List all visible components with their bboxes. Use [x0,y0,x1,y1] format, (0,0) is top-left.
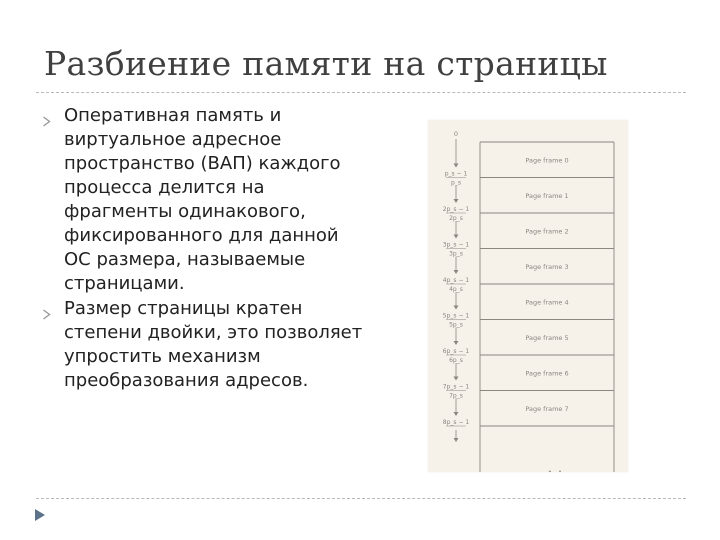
bullet-text: Размер страницы кратен степени двойки, это позволяет упростить механизм преобразования адресов. [64,298,363,391]
frame-label: Page frame 2 [525,227,569,236]
address-arrowhead [454,438,459,442]
address-label: 6p_s − 1 [442,348,470,355]
address-label: 7p_s [449,392,463,400]
address-arrowhead [454,377,459,381]
address-arrowhead [454,306,459,310]
frame-label: Page frame 7 [525,404,569,413]
address-arrowhead [454,270,459,274]
address-label: 8p_s − 1 [442,419,470,426]
address-label: 4p_s [449,286,463,293]
bullet-list [42,104,392,394]
address-label: 5p_s − 1 [442,312,470,320]
triangle-bullet-icon [42,104,64,131]
address-label: 2p_s − 1 [442,206,470,213]
address-label: 3p_s [449,250,463,258]
bullet-item [42,297,392,393]
address-arrowhead [454,412,459,416]
bullet-text: Оперативная память и виртуальное адресное пространство (ВАП) каждого процесса делится на фрагменты одинакового, фиксированного для данной ОС размера, называемые страницами. [64,105,341,294]
slide-title: Разбиение памяти на страницы [44,44,608,83]
page-frame-figure [428,120,628,472]
address-label: 4p_s − 1 [442,277,470,284]
address-arrowhead [454,341,459,345]
frame-label: Page frame 0 [525,156,569,165]
address-label: p_s − 1 [444,170,468,178]
frame-label: Page frame 5 [525,333,569,342]
footer-divider [36,498,686,499]
frame-label: Page frame 4 [525,298,569,307]
address-label: 0 [453,130,459,138]
address-label: 2p_s [449,215,463,222]
address-arrowhead [454,199,459,203]
address-label: 7p_s − 1 [442,383,470,391]
address-arrowhead [454,235,459,239]
frame-label: Page frame 6 [525,369,569,378]
triangle-bullet-icon [42,297,64,324]
title-divider [36,92,686,93]
corner-arrow-icon [34,507,46,521]
address-label: 6p_s [449,357,463,364]
address-arrowhead [454,164,459,168]
frame-label: Page frame 1 [525,191,569,200]
bullet-item [42,104,392,296]
address-label: 3p_s − 1 [442,241,470,249]
frame-label: Page frame 3 [525,262,569,271]
address-label: p_s [451,179,461,187]
memory-break-line [480,471,614,472]
address-label: 5p_s [449,321,463,329]
page-frame-diagram [428,120,628,472]
